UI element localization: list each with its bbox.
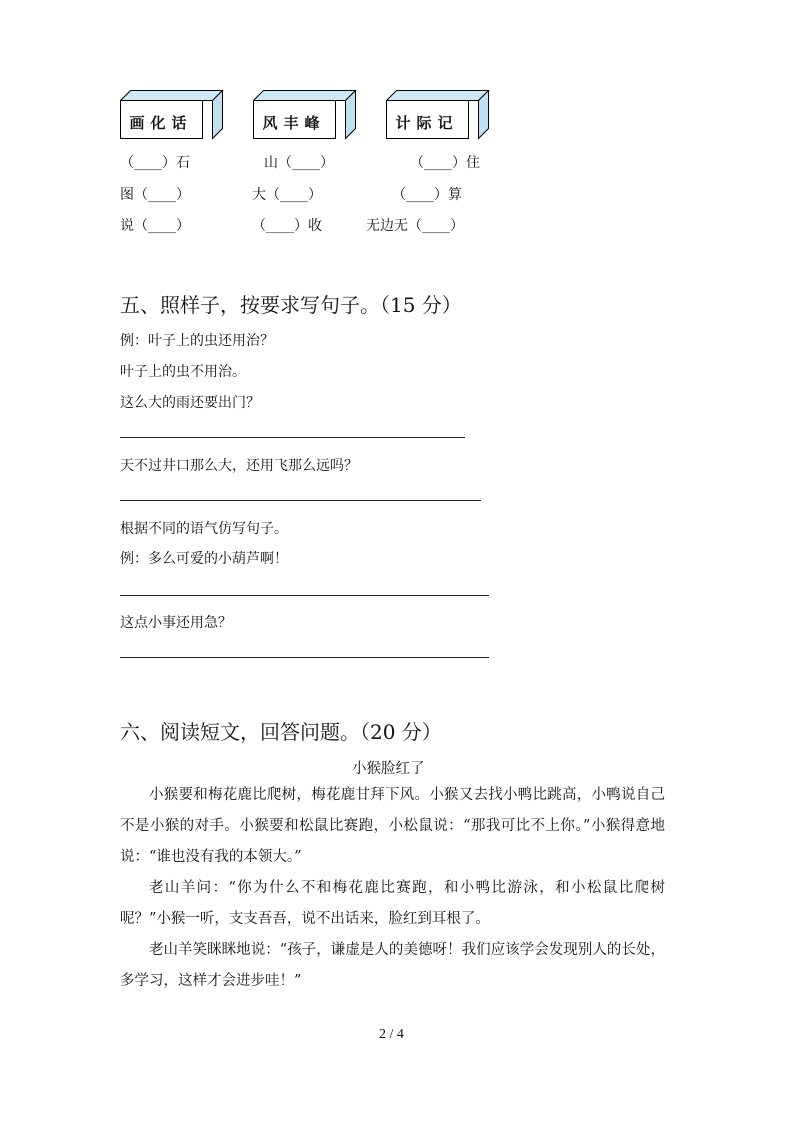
answer-line[interactable]	[120, 657, 489, 658]
blank-item[interactable]: （____）收	[252, 218, 322, 234]
story-title: 小猴脸红了	[352, 761, 425, 777]
story-paragraph: 小猴要和梅花鹿比爬树，梅花鹿甘拜下风。小猴又去找小鸭比跳高，小鸭说自己不是小猴的对手。小猴要和松鼠比赛跑，小松鼠说：“那我可比不上你。”小猴得意地说：“谁也没有我的本领大。”	[120, 787, 665, 865]
word-cube-1	[120, 90, 224, 140]
blank-item[interactable]: 山（____）	[264, 155, 334, 171]
story-paragraph: 老山羊问：“你为什么不和梅花鹿比赛跑，和小鸭比游泳，和小松鼠比爬树呢？”小猴一听，支支吾吾，说不出话来，脸红到耳根了。	[120, 880, 665, 927]
story-body	[120, 780, 665, 997]
question-sentence: 这么大的雨还要出门？	[120, 395, 260, 411]
blank-item[interactable]: 图（____）	[120, 187, 190, 203]
blank-item[interactable]: （____）算	[392, 187, 462, 203]
section-6-heading: 六、阅读短文，回答问题。（20 分）	[120, 720, 442, 744]
story-paragraph: 老山羊笑眯眯地说：“孩子，谦虚是人的美德呀！我们应该学会发现别人的长处，多学习，这样才会进步哇！”	[120, 942, 665, 989]
example-sentence: 例：多么可爱的小葫芦啊！	[120, 551, 288, 567]
cube-label: 计际记	[395, 114, 459, 132]
instruction-text: 根据不同的语气仿写句子。	[120, 521, 288, 537]
page-number: 2 / 4	[379, 1027, 404, 1042]
word-cube-2	[253, 90, 357, 140]
example-sentence: 例：叶子上的虫还用治？	[120, 333, 274, 349]
cube-label: 风丰峰	[262, 114, 326, 132]
answer-line[interactable]	[120, 437, 465, 438]
example-answer: 叶子上的虫不用治。	[120, 364, 246, 380]
question-sentence: 这点小事还用急？	[120, 615, 232, 631]
blank-item[interactable]: （____）石	[120, 155, 190, 171]
blank-item[interactable]: （____）住	[410, 155, 480, 171]
answer-line[interactable]	[120, 500, 481, 501]
blank-item[interactable]: 无边无（____）	[366, 218, 464, 234]
question-sentence: 天不过井口那么大，还用飞那么远吗？	[120, 458, 358, 474]
blank-item[interactable]: 说（____）	[120, 218, 190, 234]
blank-item[interactable]: 大（____）	[252, 187, 322, 203]
answer-line[interactable]	[120, 595, 489, 596]
cube-label: 画化话	[129, 114, 193, 132]
section-5-heading: 五、照样子，按要求写句子。（15 分）	[120, 293, 462, 317]
word-cube-3	[386, 90, 490, 140]
